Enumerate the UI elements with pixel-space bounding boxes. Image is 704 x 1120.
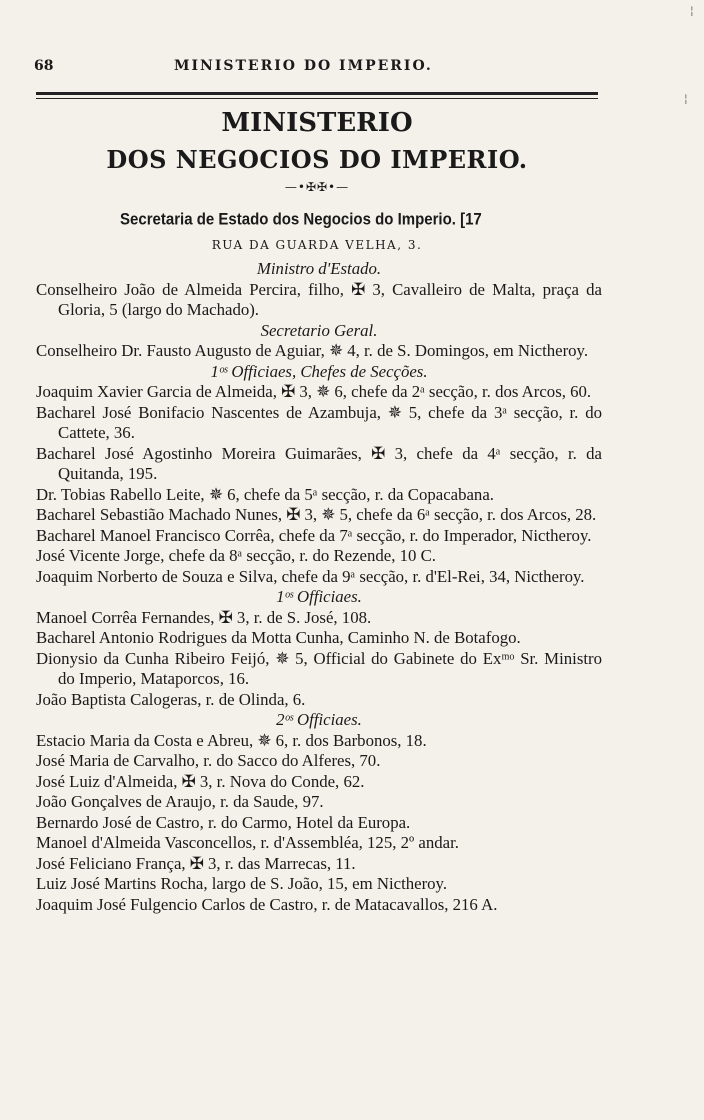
double-rule-thick [36, 92, 598, 95]
directory-entry: Joaquim Xavier Garcia de Almeida, ✠ 3, ✵ 6, chefe da 2ᵃ secção, r. dos Arcos, 60. [36, 382, 592, 401]
section-address: RUA DA GUARDA VELHA, 3. [211, 238, 423, 252]
directory-body [36, 259, 602, 915]
directory-entry: Dionysio da Cunha Ribeiro Feijó, ✵ 5, Official do Gabinete do Exᵐᵒ Sr. Ministro do Imperio, Mataporcos, 16. [36, 648, 602, 688]
running-title: MINISTERIO DO IMPERIO. [174, 58, 433, 74]
scan-mark: ¦ [690, 4, 694, 17]
subsection-heading: 1ᵒˢ Officiaes. [276, 587, 362, 606]
directory-entry: Bacharel José Bonifacio Nascentes de Azambuja, ✵ 5, chefe da 3ᵃ secção, r. do Cattete, 36. [36, 402, 602, 442]
directory-entry: Joaquim José Fulgencio Carlos de Castro, r. de Matacavallos, 216 A. [36, 894, 498, 914]
directory-entry: Dr. Tobias Rabello Leite, ✵ 6, chefe da 5ᵃ secção, r. da Copacabana. [36, 484, 494, 504]
subsection-heading: 2ᵒˢ Officiaes. [276, 710, 362, 729]
chapter-subtitle: DOS NEGOCIOS DO IMPERIO. [106, 145, 528, 174]
directory-entry: Estacio Maria da Costa e Abreu, ✵ 6, r. dos Barbonos, 18. [36, 730, 427, 750]
directory-entry: Luiz José Martins Rocha, largo de S. João, 15, em Nictheroy. [36, 874, 448, 893]
directory-entry: José Vicente Jorge, chefe da 8ᵃ secção, r. do Rezende, 10 C. [36, 546, 436, 565]
directory-entry: Bacharel Antonio Rodrigues da Motta Cunha, Caminho N. de Botafogo. [36, 628, 521, 647]
directory-entry: Manoel Corrêa Fernandes, ✠ 3, r. de S. José, 108. [36, 607, 372, 627]
directory-entry: José Maria de Carvalho, r. do Sacco do Alferes, 70. [36, 751, 381, 770]
directory-entry: Conselheiro Dr. Fausto Augusto de Aguiar, ✵ 4, r. de S. Domingos, em Nictheroy. [36, 341, 589, 360]
section-heading: Secretaria de Estado dos Negocios do Imperio. [17 [120, 210, 482, 230]
scan-mark: ¦ [684, 92, 688, 105]
directory-entry: Joaquim Norberto de Souza e Silva, chefe da 9ᵃ secção, r. d'El-Rei, 34, Nictheroy. [36, 566, 585, 586]
page-number: 68 [34, 58, 54, 74]
directory-entry: João Gonçalves de Araujo, r. da Saude, 97. [36, 792, 324, 811]
directory-entry: José Feliciano França, ✠ 3, r. das Marrecas, 11. [36, 853, 356, 873]
chapter-title: MINISTERIO [221, 108, 413, 138]
directory-entry: Bernardo José de Castro, r. do Carmo, Hotel da Europa. [36, 812, 411, 832]
directory-entry: Conselheiro João de Almeida Percira, filho, ✠ 3, Cavalleiro de Malta, praça da Gloria, 5 (largo do Machado). [36, 279, 602, 319]
directory-entry: Bacharel Manoel Francisco Corrêa, chefe da 7ᵃ secção, r. do Imperador, Nictheroy. [36, 525, 592, 545]
directory-entry: João Baptista Calogeras, r. de Olinda, 6. [36, 689, 306, 709]
directory-entry: Manoel d'Almeida Vasconcellos, r. d'Assembléa, 125, 2º andar. [36, 833, 459, 852]
directory-entry: José Luiz d'Almeida, ✠ 3, r. Nova do Conde, 62. [36, 771, 365, 791]
subsection-heading: Secretario Geral. [260, 320, 378, 340]
subsection-heading: Ministro d'Estado. [256, 259, 382, 278]
ornament-divider: —•✠✠•— [284, 180, 350, 194]
directory-entry: Bacharel José Agostinho Moreira Guimarães, ✠ 3, chefe da 4ᵃ secção, r. da Quitanda, 195. [36, 443, 602, 483]
subsection-heading: 1ᵒˢ Officiaes, Chefes de Secções. [210, 361, 428, 381]
directory-entry: Bacharel Sebastião Machado Nunes, ✠ 3, ✵ 5, chefe da 6ᵃ secção, r. dos Arcos, 28. [36, 505, 597, 524]
double-rule-thin [36, 98, 598, 99]
